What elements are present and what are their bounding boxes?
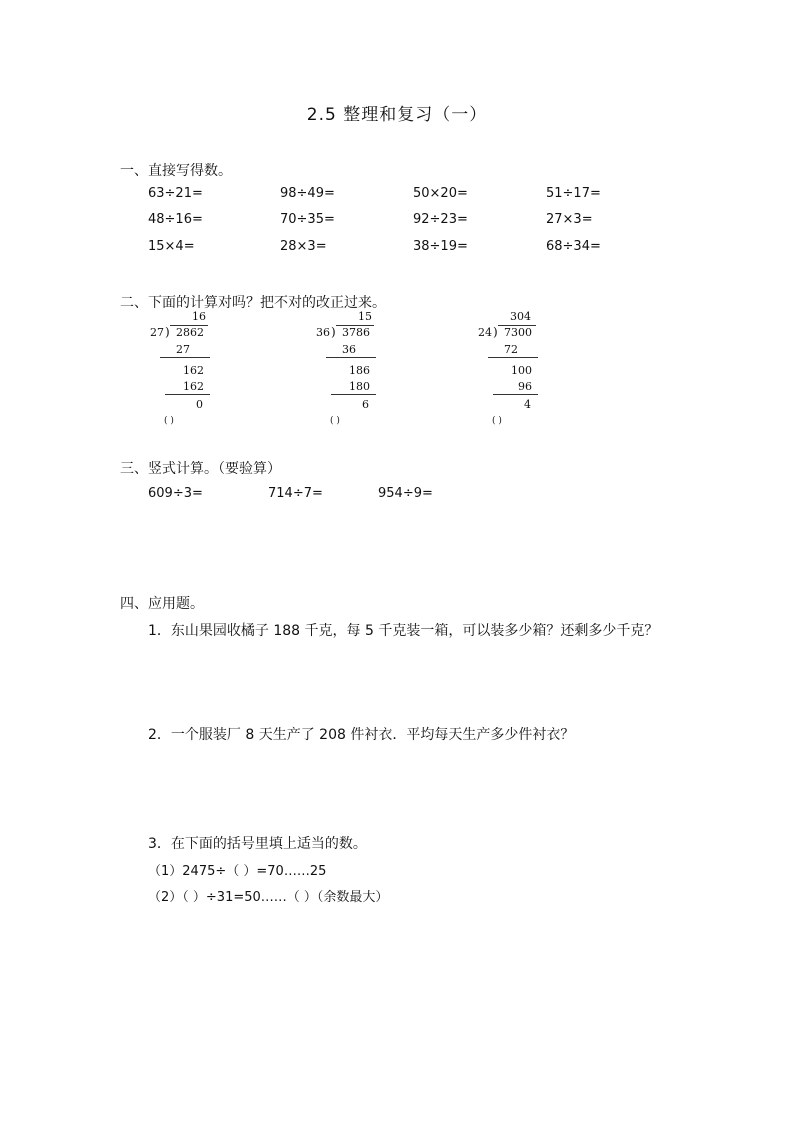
oral-item: 50×20= <box>413 186 468 201</box>
oral-item: 48÷16= <box>148 212 203 227</box>
step-line <box>326 357 376 358</box>
oral-item: 98÷49= <box>280 186 335 201</box>
word-problem-1: 1．东山果园收橘子 188 千克，每 5 千克装一箱，可以装多少箱？还剩多少千克？ <box>148 623 659 639</box>
oral-item: 38÷19= <box>413 239 468 254</box>
step-2: 162 <box>183 364 204 377</box>
oral-item: 68÷34= <box>546 239 601 254</box>
section3-heading: 三、竖式计算。（要验算） <box>120 461 281 477</box>
bracket-symbol: ) <box>165 325 170 339</box>
oral-item: 92÷23= <box>413 212 468 227</box>
oral-item: 63÷21= <box>148 186 203 201</box>
answer-bracket: ( ) <box>330 416 340 426</box>
remainder: 4 <box>524 398 531 411</box>
step-2: 100 <box>511 364 532 377</box>
vertical-calc-item: 714÷7= <box>268 486 323 501</box>
step-line <box>160 357 210 358</box>
bracket-symbol: ) <box>493 325 498 339</box>
quotient: 15 <box>358 310 372 323</box>
remainder: 6 <box>362 398 369 411</box>
oral-item: 15×4= <box>148 239 195 254</box>
quotient: 16 <box>192 310 206 323</box>
section1-heading: 一、直接写得数。 <box>120 163 232 179</box>
step-1: 36 <box>342 343 356 356</box>
step-line <box>488 357 538 358</box>
step-3: 96 <box>518 380 532 393</box>
step-3: 180 <box>349 380 370 393</box>
fill-blank-2: （2）（ ）÷31=50……（ ）（余数最大） <box>148 890 389 905</box>
divisor: 36 <box>316 326 330 339</box>
section2-heading: 二、下面的计算对吗？把不对的改正过来。 <box>120 295 386 311</box>
divisor: 27 <box>150 326 164 339</box>
step-line <box>493 394 538 395</box>
long-division-3 <box>478 310 558 430</box>
long-division-2 <box>316 310 396 430</box>
step-line <box>165 394 210 395</box>
step-1: 72 <box>504 343 518 356</box>
dividend: 7300 <box>504 326 532 339</box>
section4-heading: 四、应用题。 <box>120 596 204 612</box>
page-title: 2.5 整理和复习（一） <box>306 105 488 125</box>
fill-blank-1: （1）2475÷（ ）=70……25 <box>148 864 327 879</box>
vertical-calc-item: 609÷3= <box>148 486 203 501</box>
answer-bracket: ( ) <box>492 416 502 426</box>
remainder: 0 <box>196 398 203 411</box>
step-3: 162 <box>183 380 204 393</box>
word-problem-3: 3．在下面的括号里填上适当的数。 <box>148 836 367 852</box>
bracket-symbol: ) <box>331 325 336 339</box>
dividend: 2862 <box>176 326 204 339</box>
step-1: 27 <box>176 343 190 356</box>
oral-item: 27×3= <box>546 212 593 227</box>
quotient: 304 <box>510 310 531 323</box>
dividend: 3786 <box>342 326 370 339</box>
vertical-calc-item: 954÷9= <box>378 486 433 501</box>
word-problem-2: 2．一个服装厂 8 天生产了 208 件衬衣．平均每天生产多少件衬衣？ <box>148 727 575 743</box>
oral-item: 28×3= <box>280 239 327 254</box>
step-line <box>331 394 376 395</box>
oral-item: 51÷17= <box>546 186 601 201</box>
divisor: 24 <box>478 326 492 339</box>
oral-item: 70÷35= <box>280 212 335 227</box>
long-division-1 <box>150 310 230 430</box>
step-2: 186 <box>349 364 370 377</box>
answer-bracket: ( ) <box>164 416 174 426</box>
